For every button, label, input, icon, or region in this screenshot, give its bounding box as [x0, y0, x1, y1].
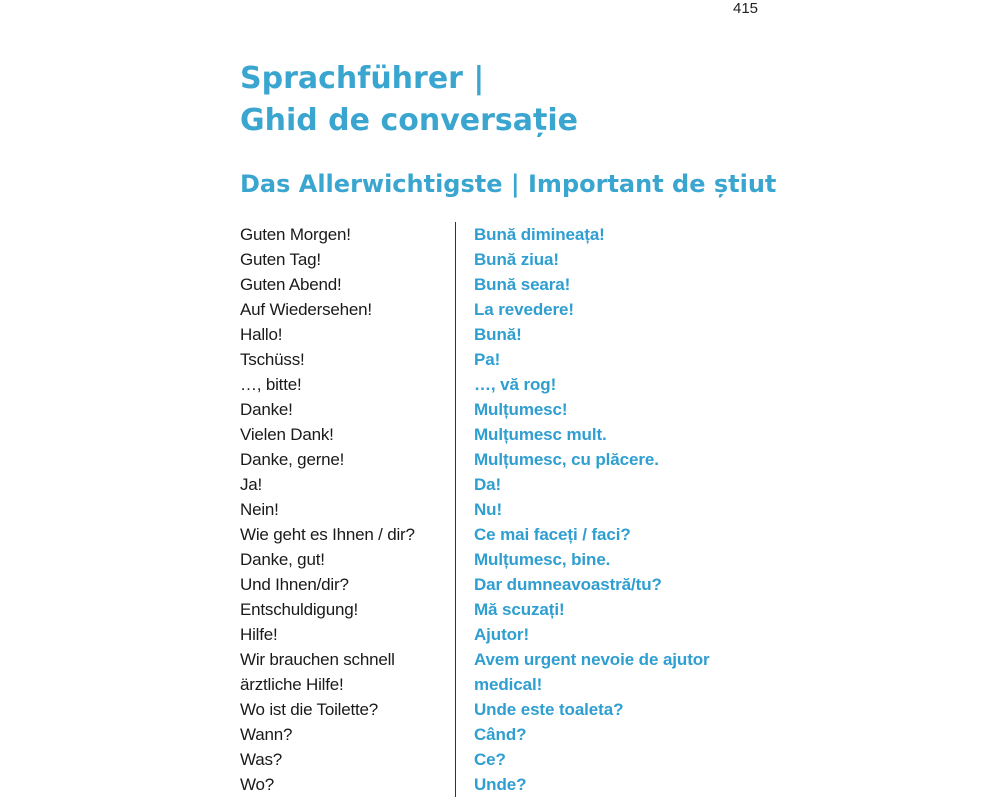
german-phrase: Wir brauchen schnell	[240, 650, 395, 669]
german-phrase: Tschüss!	[240, 350, 305, 369]
phrase-row	[240, 697, 760, 722]
romanian-phrase: Dar dumneavoastră/tu?	[474, 575, 662, 594]
phrase-row	[240, 222, 760, 247]
romanian-phrase: Ce?	[474, 750, 506, 769]
phrase-row	[240, 372, 760, 397]
phrase-row	[240, 747, 760, 772]
romanian-phrase: Mulțumesc mult.	[474, 425, 607, 444]
romanian-phrase: Mulțumesc, cu plăcere.	[474, 450, 659, 469]
romanian-phrase: Bună seara!	[474, 275, 571, 294]
german-phrase: Vielen Dank!	[240, 425, 334, 444]
phrase-row	[240, 272, 760, 297]
german-phrase: Danke, gerne!	[240, 450, 345, 469]
german-phrase: Danke, gut!	[240, 550, 325, 569]
romanian-phrase: Bună ziua!	[474, 250, 559, 269]
phrase-row	[240, 297, 760, 322]
phrase-row	[240, 722, 760, 747]
german-phrase: …, bitte!	[240, 375, 302, 394]
romanian-phrase: medical!	[474, 675, 543, 694]
phrase-row	[240, 622, 760, 647]
german-phrase: Ja!	[240, 475, 263, 494]
romanian-phrase: Nu!	[474, 500, 503, 519]
german-phrase: Guten Tag!	[240, 250, 321, 269]
phrase-row	[240, 572, 760, 597]
phrase-row	[240, 647, 760, 672]
romanian-phrase: Unde?	[474, 775, 527, 794]
phrase-row	[240, 597, 760, 622]
phrase-row	[240, 247, 760, 272]
german-phrase: Nein!	[240, 500, 279, 519]
phrase-row	[240, 772, 760, 797]
german-phrase: Hallo!	[240, 325, 283, 344]
phrase-row	[240, 322, 760, 347]
romanian-phrase: Unde este toaleta?	[474, 700, 624, 719]
phrase-row	[240, 497, 760, 522]
german-phrase: Was?	[240, 750, 283, 769]
german-phrase: Wann?	[240, 725, 293, 744]
german-phrase: Und Ihnen/dir?	[240, 575, 349, 594]
german-phrase: Wo ist die Toilette?	[240, 700, 379, 719]
german-phrase: Guten Abend!	[240, 275, 342, 294]
romanian-phrase: Da!	[474, 475, 502, 494]
romanian-phrase: Mulțumesc!	[474, 400, 568, 419]
page-title-line-2: Ghid de conversație	[240, 103, 578, 138]
german-phrase: Hilfe!	[240, 625, 278, 644]
german-phrase: Wie geht es Ihnen / dir?	[240, 525, 415, 544]
phrase-table	[240, 222, 760, 797]
romanian-phrase: Bună dimineața!	[474, 225, 605, 244]
romanian-phrase: Ce mai faceți / faci?	[474, 525, 631, 544]
romanian-phrase: Mulțumesc, bine.	[474, 550, 611, 569]
romanian-phrase: Când?	[474, 725, 527, 744]
romanian-phrase: …, vă rog!	[474, 375, 557, 394]
phrase-row	[240, 547, 760, 572]
romanian-phrase: Mă scuzați!	[474, 600, 565, 619]
phrase-rows	[240, 222, 760, 797]
romanian-phrase: Pa!	[474, 350, 501, 369]
romanian-phrase: Ajutor!	[474, 625, 530, 644]
german-phrase: Auf Wiedersehen!	[240, 300, 372, 319]
phrase-row	[240, 522, 760, 547]
phrase-row	[240, 447, 760, 472]
phrase-row	[240, 672, 760, 697]
page-title-line-1: Sprachführer |	[240, 61, 485, 96]
german-phrase: Guten Morgen!	[240, 225, 351, 244]
phrase-row	[240, 347, 760, 372]
german-phrase: ärztliche Hilfe!	[240, 675, 344, 694]
page-number: 415	[733, 0, 759, 17]
page-title	[240, 58, 578, 142]
phrase-row	[240, 422, 760, 447]
german-phrase: Danke!	[240, 400, 293, 419]
romanian-phrase: Avem urgent nevoie de ajutor	[474, 650, 710, 669]
german-phrase: Wo?	[240, 775, 275, 794]
romanian-phrase: La revedere!	[474, 300, 574, 319]
german-phrase: Entschuldigung!	[240, 600, 358, 619]
romanian-phrase: Bună!	[474, 325, 522, 344]
phrase-row	[240, 397, 760, 422]
phrase-row	[240, 472, 760, 497]
section-title: Das Allerwichtigste | Important de știut	[240, 170, 777, 198]
